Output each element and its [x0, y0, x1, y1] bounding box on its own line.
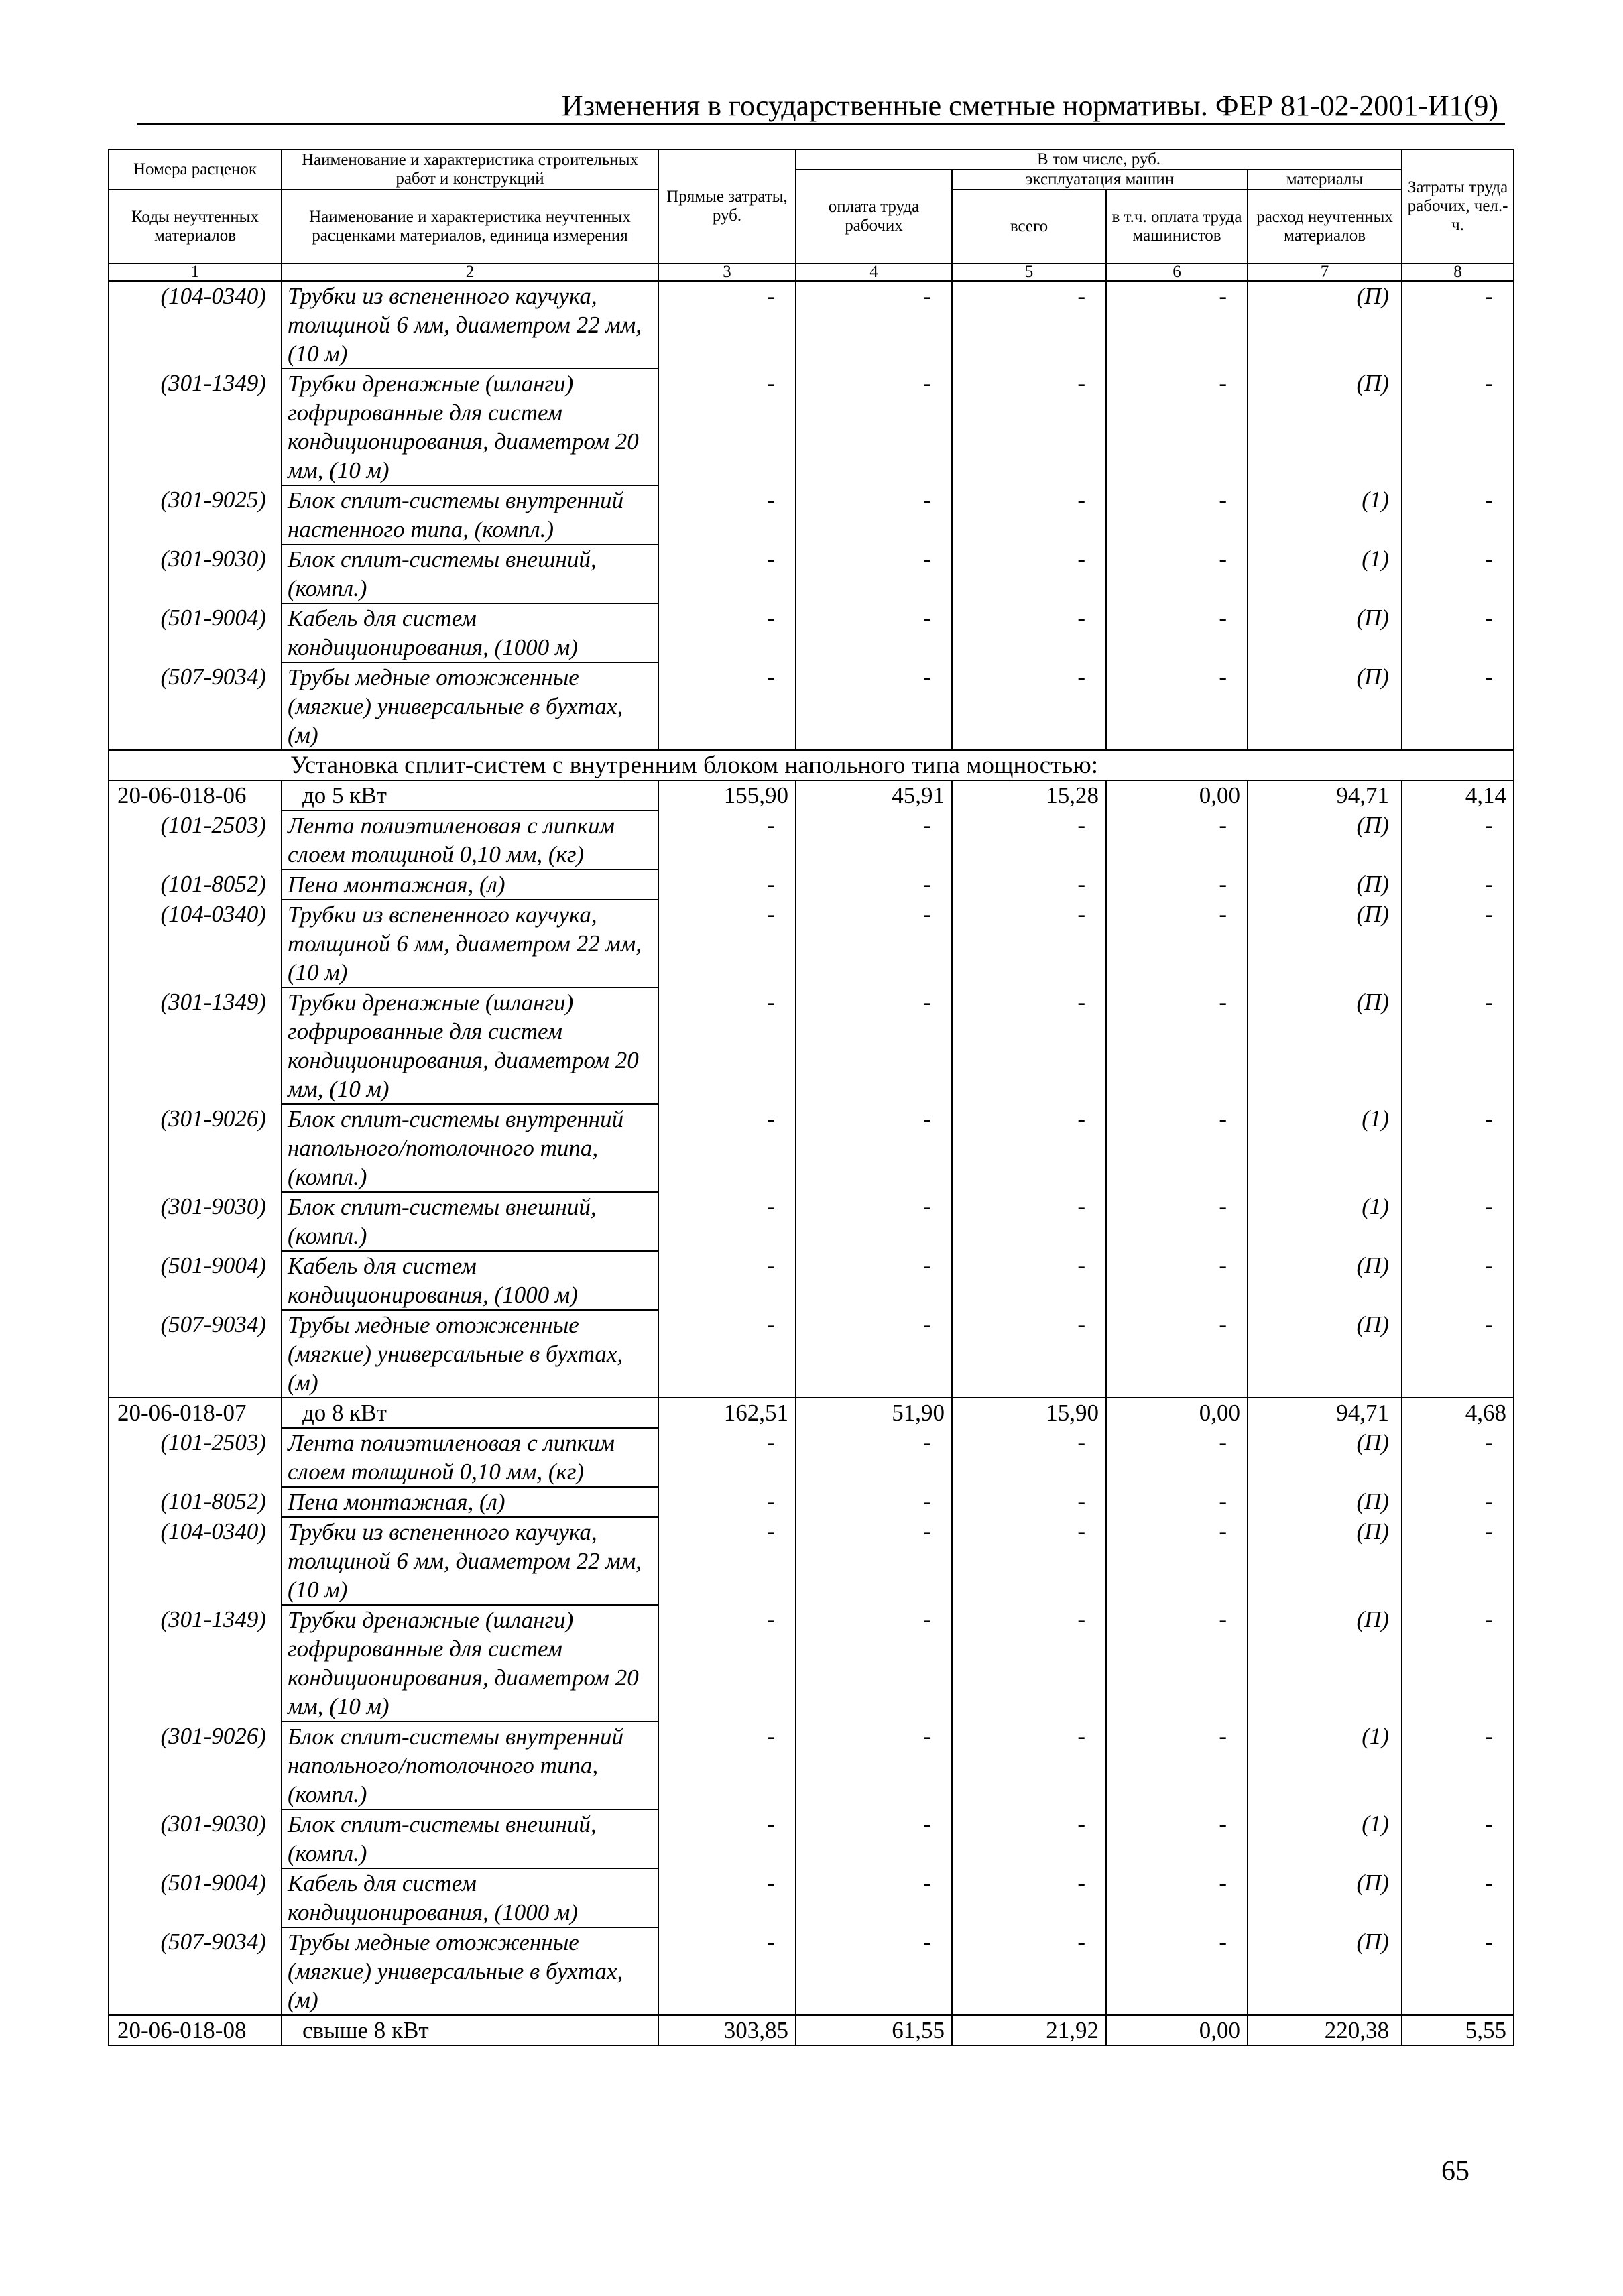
- code-cell: (507-9034): [109, 1927, 282, 2015]
- mach_labor-cell: -: [1106, 485, 1248, 544]
- name-cell: Лента полиэтиленовая с липким слоем толщиной 0,10 мм, (кг): [282, 1428, 658, 1487]
- page-number: 65: [1441, 2156, 1469, 2187]
- material-row: [109, 987, 1514, 1104]
- header-machines: эксплуатация машин: [952, 170, 1248, 190]
- labor-cell: -: [796, 1721, 952, 1809]
- material-row: [109, 1104, 1514, 1192]
- mach-cell: -: [952, 1605, 1106, 1721]
- materials-cell: (П): [1248, 869, 1402, 900]
- materials-cell: 94,71: [1248, 1398, 1402, 1428]
- labor-cell: -: [796, 1927, 952, 2015]
- material-row: [109, 485, 1514, 544]
- name-cell: Трубки дренажные (шланги) гофрированные для систем кондиционирования, диаметром 20 мм, (10 м): [282, 1605, 658, 1721]
- material-row: [109, 281, 1514, 369]
- section-title: Установка сплит-систем с внутренним блоком напольного типа мощностью:: [109, 750, 1514, 780]
- col-number: 5: [952, 263, 1106, 281]
- code-cell: (301-9026): [109, 1721, 282, 1809]
- name-cell: Трубки из вспененного каучука, толщиной 6 мм, диаметром 22 мм, (10 м): [282, 1517, 658, 1605]
- hours-cell: -: [1402, 1809, 1514, 1868]
- section-row: [109, 750, 1514, 780]
- mach_labor-cell: -: [1106, 1428, 1248, 1487]
- hours-cell: -: [1402, 603, 1514, 662]
- col-number: 4: [796, 263, 952, 281]
- table-header: [109, 149, 1514, 281]
- header-name-top: Наименование и характеристика строительных работ и конструкций: [282, 149, 658, 190]
- materials-cell: (1): [1248, 1721, 1402, 1809]
- code-cell: (301-9030): [109, 544, 282, 603]
- direct-cell: -: [658, 1517, 796, 1605]
- column-numbers-row: [109, 263, 1514, 281]
- mach-cell: -: [952, 1251, 1106, 1310]
- mach_labor-cell: 0,00: [1106, 1398, 1248, 1428]
- labor-cell: -: [796, 485, 952, 544]
- name-cell: Трубы медные отожженные (мягкие) универсальные в бухтах, (м): [282, 1310, 658, 1398]
- mach-cell: -: [952, 662, 1106, 750]
- direct-cell: -: [658, 485, 796, 544]
- hours-cell: 5,55: [1402, 2015, 1514, 2045]
- materials-cell: (П): [1248, 1517, 1402, 1605]
- material-row: [109, 1310, 1514, 1398]
- materials-cell: (П): [1248, 603, 1402, 662]
- direct-cell: -: [658, 987, 796, 1104]
- mach-cell: 15,28: [952, 780, 1106, 810]
- name-cell: Трубки дренажные (шланги) гофрированные для систем кондиционирования, диаметром 20 мм, (10 м): [282, 369, 658, 485]
- hours-cell: -: [1402, 1251, 1514, 1310]
- mach_labor-cell: 0,00: [1106, 780, 1248, 810]
- header-labor-cost: Затраты труда рабочих, чел.-ч.: [1402, 149, 1514, 263]
- labor-cell: -: [796, 1517, 952, 1605]
- labor-cell: -: [796, 1428, 952, 1487]
- code-cell: (301-9030): [109, 1809, 282, 1868]
- mach-cell: -: [952, 900, 1106, 987]
- hours-cell: -: [1402, 987, 1514, 1104]
- mach_labor-cell: -: [1106, 1104, 1248, 1192]
- materials-cell: (1): [1248, 1192, 1402, 1251]
- code-cell: (501-9004): [109, 1868, 282, 1927]
- mach-cell: 21,92: [952, 2015, 1106, 2045]
- mach-cell: -: [952, 1809, 1106, 1868]
- hours-cell: -: [1402, 1517, 1514, 1605]
- labor-cell: 45,91: [796, 780, 952, 810]
- direct-cell: 303,85: [658, 2015, 796, 2045]
- materials-cell: (П): [1248, 1605, 1402, 1721]
- direct-cell: -: [658, 1868, 796, 1927]
- hours-cell: -: [1402, 369, 1514, 485]
- code-cell: (101-8052): [109, 869, 282, 900]
- header-codes: Коды неучтенных материалов: [109, 190, 282, 263]
- code-cell: (301-1349): [109, 1605, 282, 1721]
- mach_labor-cell: -: [1106, 603, 1248, 662]
- mach-cell: -: [952, 1868, 1106, 1927]
- name-cell: до 5 кВт: [282, 780, 658, 810]
- materials-cell: (П): [1248, 810, 1402, 869]
- mach_labor-cell: -: [1106, 869, 1248, 900]
- mach_labor-cell: -: [1106, 281, 1248, 369]
- labor-cell: -: [796, 1809, 952, 1868]
- code-cell: 20-06-018-07: [109, 1398, 282, 1428]
- hours-cell: -: [1402, 900, 1514, 987]
- name-cell: Пена монтажная, (л): [282, 1487, 658, 1517]
- code-cell: 20-06-018-06: [109, 780, 282, 810]
- name-cell: Пена монтажная, (л): [282, 869, 658, 900]
- col-number: 1: [109, 263, 282, 281]
- mach_labor-cell: -: [1106, 662, 1248, 750]
- labor-cell: -: [796, 900, 952, 987]
- direct-cell: -: [658, 810, 796, 869]
- name-cell: Блок сплит-системы внешний, (компл.): [282, 1192, 658, 1251]
- mach-cell: -: [952, 987, 1106, 1104]
- labor-cell: -: [796, 1487, 952, 1517]
- material-row: [109, 662, 1514, 750]
- code-cell: (501-9004): [109, 603, 282, 662]
- name-cell: Блок сплит-системы внутренний настенного типа, (компл.): [282, 485, 658, 544]
- mach_labor-cell: -: [1106, 1251, 1248, 1310]
- materials-cell: (П): [1248, 281, 1402, 369]
- mach-cell: -: [952, 1104, 1106, 1192]
- labor-cell: -: [796, 544, 952, 603]
- mach-cell: -: [952, 1927, 1106, 2015]
- hours-cell: -: [1402, 1487, 1514, 1517]
- code-cell: (301-1349): [109, 369, 282, 485]
- hours-cell: -: [1402, 810, 1514, 869]
- direct-cell: 162,51: [658, 1398, 796, 1428]
- table-body: [109, 281, 1514, 2045]
- direct-cell: -: [658, 869, 796, 900]
- mach_labor-cell: -: [1106, 1809, 1248, 1868]
- hours-cell: -: [1402, 1104, 1514, 1192]
- code-cell: (301-9026): [109, 1104, 282, 1192]
- mach_labor-cell: -: [1106, 1605, 1248, 1721]
- name-cell: Трубки дренажные (шланги) гофрированные для систем кондиционирования, диаметром 20 мм, (10 м): [282, 987, 658, 1104]
- mach-cell: -: [952, 1192, 1106, 1251]
- name-cell: Лента полиэтиленовая с липким слоем толщиной 0,10 мм, (кг): [282, 810, 658, 869]
- material-row: [109, 810, 1514, 869]
- mach_labor-cell: -: [1106, 1310, 1248, 1398]
- material-row: [109, 1605, 1514, 1721]
- material-row: [109, 1927, 1514, 2015]
- material-row: [109, 1487, 1514, 1517]
- hours-cell: -: [1402, 1605, 1514, 1721]
- direct-cell: -: [658, 1605, 796, 1721]
- name-cell: Кабель для систем кондиционирования, (1000 м): [282, 603, 658, 662]
- material-row: [109, 869, 1514, 900]
- labor-cell: -: [796, 1605, 952, 1721]
- materials-cell: (П): [1248, 1868, 1402, 1927]
- hours-cell: 4,14: [1402, 780, 1514, 810]
- material-row: [109, 1192, 1514, 1251]
- direct-cell: -: [658, 662, 796, 750]
- mach-cell: -: [952, 485, 1106, 544]
- name-cell: Блок сплит-системы внутренний напольного/потолочного типа, (компл.): [282, 1104, 658, 1192]
- material-row: [109, 1721, 1514, 1809]
- header-materials: материалы: [1248, 170, 1402, 190]
- code-cell: (101-2503): [109, 1428, 282, 1487]
- col-number: 7: [1248, 263, 1402, 281]
- labor-cell: -: [796, 1310, 952, 1398]
- mach_labor-cell: -: [1106, 1927, 1248, 2015]
- header-rate-numbers: Номера расценок: [109, 149, 282, 190]
- labor-cell: 51,90: [796, 1398, 952, 1428]
- hours-cell: -: [1402, 1721, 1514, 1809]
- rate-row: [109, 780, 1514, 810]
- mach-cell: -: [952, 1721, 1106, 1809]
- direct-cell: -: [658, 369, 796, 485]
- header-direct: Прямые затраты, руб.: [658, 149, 796, 263]
- material-row: [109, 369, 1514, 485]
- mach-cell: -: [952, 810, 1106, 869]
- material-row: [109, 1809, 1514, 1868]
- code-cell: (507-9034): [109, 662, 282, 750]
- code-cell: (501-9004): [109, 1251, 282, 1310]
- direct-cell: -: [658, 1809, 796, 1868]
- direct-cell: -: [658, 1428, 796, 1487]
- header-machinist-pay: в т.ч. оплата труда машинистов: [1106, 190, 1248, 263]
- materials-cell: (П): [1248, 1428, 1402, 1487]
- mach-cell: -: [952, 869, 1106, 900]
- mach_labor-cell: -: [1106, 1721, 1248, 1809]
- page-header: [137, 88, 1505, 125]
- labor-cell: -: [796, 369, 952, 485]
- materials-cell: (1): [1248, 1104, 1402, 1192]
- direct-cell: -: [658, 603, 796, 662]
- mach_labor-cell: -: [1106, 1517, 1248, 1605]
- material-row: [109, 603, 1514, 662]
- name-cell: Кабель для систем кондиционирования, (1000 м): [282, 1868, 658, 1927]
- materials-cell: (1): [1248, 485, 1402, 544]
- hours-cell: -: [1402, 869, 1514, 900]
- mach-cell: -: [952, 1487, 1106, 1517]
- col-number: 8: [1402, 263, 1514, 281]
- hours-cell: -: [1402, 1310, 1514, 1398]
- direct-cell: -: [658, 1487, 796, 1517]
- labor-cell: -: [796, 281, 952, 369]
- direct-cell: -: [658, 1927, 796, 2015]
- mach_labor-cell: -: [1106, 544, 1248, 603]
- mach_labor-cell: -: [1106, 810, 1248, 869]
- name-cell: Кабель для систем кондиционирования, (1000 м): [282, 1251, 658, 1310]
- labor-cell: -: [796, 1104, 952, 1192]
- hours-cell: -: [1402, 1192, 1514, 1251]
- material-row: [109, 544, 1514, 603]
- code-cell: (301-1349): [109, 987, 282, 1104]
- labor-cell: -: [796, 1192, 952, 1251]
- col-number: 2: [282, 263, 658, 281]
- material-row: [109, 1251, 1514, 1310]
- materials-cell: (П): [1248, 1487, 1402, 1517]
- mach-cell: -: [952, 1428, 1106, 1487]
- name-cell: свыше 8 кВт: [282, 2015, 658, 2045]
- direct-cell: -: [658, 1310, 796, 1398]
- direct-cell: -: [658, 1251, 796, 1310]
- name-cell: Блок сплит-системы внешний, (компл.): [282, 544, 658, 603]
- mach_labor-cell: -: [1106, 1487, 1248, 1517]
- labor-cell: -: [796, 1868, 952, 1927]
- direct-cell: -: [658, 544, 796, 603]
- mach-cell: -: [952, 544, 1106, 603]
- labor-cell: -: [796, 869, 952, 900]
- mach-cell: 15,90: [952, 1398, 1106, 1428]
- hours-cell: -: [1402, 1868, 1514, 1927]
- hours-cell: -: [1402, 281, 1514, 369]
- materials-cell: (П): [1248, 987, 1402, 1104]
- labor-cell: -: [796, 987, 952, 1104]
- labor-cell: -: [796, 662, 952, 750]
- code-cell: (101-8052): [109, 1487, 282, 1517]
- mach-cell: -: [952, 1310, 1106, 1398]
- materials-cell: (П): [1248, 1927, 1402, 2015]
- code-cell: (507-9034): [109, 1310, 282, 1398]
- header-labor-pay: оплата труда рабочих: [796, 170, 952, 263]
- material-row: [109, 1428, 1514, 1487]
- hours-cell: -: [1402, 662, 1514, 750]
- mach_labor-cell: -: [1106, 900, 1248, 987]
- material-row: [109, 1868, 1514, 1927]
- materials-cell: 94,71: [1248, 780, 1402, 810]
- code-cell: (101-2503): [109, 810, 282, 869]
- materials-cell: (П): [1248, 1251, 1402, 1310]
- code-cell: (104-0340): [109, 1517, 282, 1605]
- code-cell: 20-06-018-08: [109, 2015, 282, 2045]
- materials-cell: 220,38: [1248, 2015, 1402, 2045]
- materials-cell: (П): [1248, 1310, 1402, 1398]
- header-mat-consumption: расход неучтенных материалов: [1248, 190, 1402, 263]
- name-cell: Трубы медные отожженные (мягкие) универсальные в бухтах, (м): [282, 662, 658, 750]
- labor-cell: -: [796, 1251, 952, 1310]
- col-number: 3: [658, 263, 796, 281]
- name-cell: Блок сплит-системы внешний, (компл.): [282, 1809, 658, 1868]
- materials-cell: (П): [1248, 369, 1402, 485]
- name-cell: до 8 кВт: [282, 1398, 658, 1428]
- material-row: [109, 900, 1514, 987]
- materials-cell: (П): [1248, 900, 1402, 987]
- code-cell: (301-9025): [109, 485, 282, 544]
- code-cell: (104-0340): [109, 900, 282, 987]
- mach_labor-cell: 0,00: [1106, 2015, 1248, 2045]
- hours-cell: 4,68: [1402, 1398, 1514, 1428]
- labor-cell: 61,55: [796, 2015, 952, 2045]
- hours-cell: -: [1402, 485, 1514, 544]
- materials-cell: (П): [1248, 662, 1402, 750]
- hours-cell: -: [1402, 1428, 1514, 1487]
- name-cell: Трубки из вспененного каучука, толщиной 6 мм, диаметром 22 мм, (10 м): [282, 281, 658, 369]
- mach-cell: -: [952, 369, 1106, 485]
- direct-cell: -: [658, 1192, 796, 1251]
- mach_labor-cell: -: [1106, 369, 1248, 485]
- name-cell: Блок сплит-системы внутренний напольного/потолочного типа, (компл.): [282, 1721, 658, 1809]
- mach_labor-cell: -: [1106, 1192, 1248, 1251]
- document-title: Изменения в государственные сметные нормативы. ФЕР 81-02-2001-И1(9): [561, 89, 1498, 122]
- direct-cell: -: [658, 1721, 796, 1809]
- material-row: [109, 1517, 1514, 1605]
- materials-cell: (1): [1248, 1809, 1402, 1868]
- mach-cell: -: [952, 603, 1106, 662]
- header-total: всего: [952, 190, 1106, 263]
- direct-cell: -: [658, 1104, 796, 1192]
- labor-cell: -: [796, 810, 952, 869]
- labor-cell: -: [796, 603, 952, 662]
- header-name-bottom: Наименование и характеристика неучтенных расценками материалов, единица измерения: [282, 190, 658, 263]
- mach-cell: -: [952, 1517, 1106, 1605]
- direct-cell: -: [658, 281, 796, 369]
- name-cell: Трубы медные отожженные (мягкие) универсальные в бухтах, (м): [282, 1927, 658, 2015]
- hours-cell: -: [1402, 1927, 1514, 2015]
- code-cell: (104-0340): [109, 281, 282, 369]
- name-cell: Трубки из вспененного каучука, толщиной 6 мм, диаметром 22 мм, (10 м): [282, 900, 658, 987]
- header-incl: В том числе, руб.: [796, 149, 1402, 170]
- mach_labor-cell: -: [1106, 987, 1248, 1104]
- mach_labor-cell: -: [1106, 1868, 1248, 1927]
- col-number: 6: [1106, 263, 1248, 281]
- mach-cell: -: [952, 281, 1106, 369]
- rate-row: [109, 1398, 1514, 1428]
- rate-row: [109, 2015, 1514, 2045]
- hours-cell: -: [1402, 544, 1514, 603]
- rates-table: [108, 149, 1514, 2046]
- code-cell: (301-9030): [109, 1192, 282, 1251]
- direct-cell: 155,90: [658, 780, 796, 810]
- direct-cell: -: [658, 900, 796, 987]
- materials-cell: (1): [1248, 544, 1402, 603]
